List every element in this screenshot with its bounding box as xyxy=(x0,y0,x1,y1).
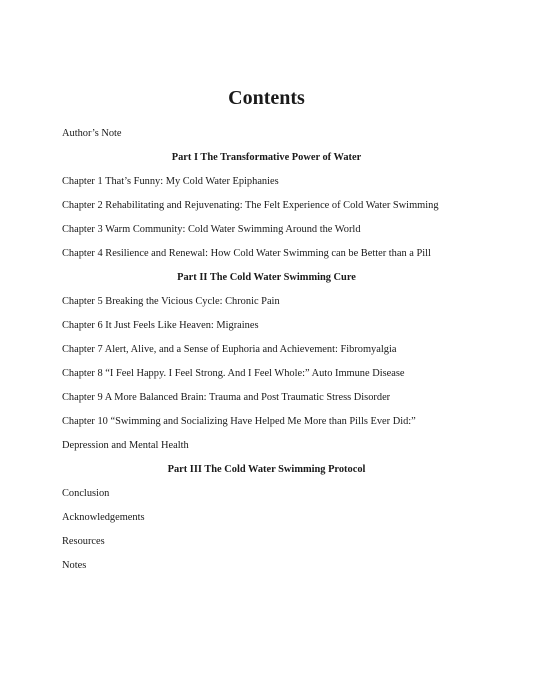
toc-entry-chapter-5: Chapter 5 Breaking the Vicious Cycle: Chronic Pain xyxy=(62,296,280,307)
toc-entry-chapter-2: Chapter 2 Rehabilitating and Rejuvenating: The Felt Experience of Cold Water Swimming xyxy=(62,200,439,211)
toc-entry-notes: Notes xyxy=(62,560,87,571)
toc-entry-acknowledgements: Acknowledgements xyxy=(62,512,145,523)
toc-entry-chapter-3: Chapter 3 Warm Community: Cold Water Swimming Around the World xyxy=(62,224,361,235)
toc-entry-chapter-8: Chapter 8 “I Feel Happy. I Feel Strong. And I Feel Whole:” Auto Immune Disease xyxy=(62,368,405,379)
part-heading-2: Part II The Cold Water Swimming Cure xyxy=(177,272,356,283)
part-heading-3: Part III The Cold Water Swimming Protocol xyxy=(167,464,366,475)
toc-entry-resources: Resources xyxy=(62,536,105,547)
toc-entry-authors-note: Author’s Note xyxy=(62,128,122,139)
page-title: Contents xyxy=(228,87,305,109)
toc-entry-conclusion: Conclusion xyxy=(62,488,110,499)
toc-entry-chapter-10: Chapter 10 “Swimming and Socializing Have Helped Me More than Pills Ever Did:” xyxy=(62,416,416,427)
toc-entry-chapter-1: Chapter 1 That’s Funny: My Cold Water Epiphanies xyxy=(62,176,279,187)
toc-entry-chapter-6: Chapter 6 It Just Feels Like Heaven: Migraines xyxy=(62,320,259,331)
toc-entry-chapter-4: Chapter 4 Resilience and Renewal: How Cold Water Swimming can be Better than a Pill xyxy=(62,248,431,259)
toc-entry-chapter-10-continued: Depression and Mental Health xyxy=(62,440,189,451)
part-heading-1: Part I The Transformative Power of Water xyxy=(171,152,362,163)
toc-entry-chapter-7: Chapter 7 Alert, Alive, and a Sense of Euphoria and Achievement: Fibromyalgia xyxy=(62,344,397,355)
toc-entry-chapter-9: Chapter 9 A More Balanced Brain: Trauma and Post Traumatic Stress Disorder xyxy=(62,392,391,403)
